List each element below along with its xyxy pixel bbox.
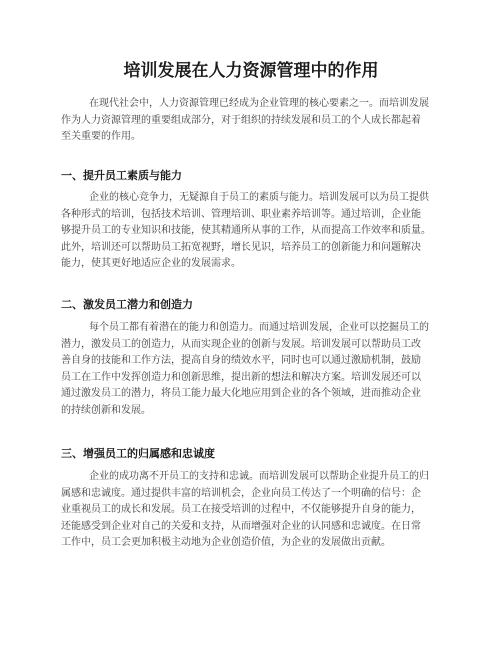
paragraph-line: 业重视员工的成长和发展。员工在接受培训的过程中，不仅能够提升自身的能力， (61, 504, 421, 516)
paragraph-line: 工作中，员工会更加积极主动地为企业创造价值，为企业的发展做出贡献。 (61, 537, 391, 549)
paragraph-line: 通过激发员工的潜力，将员工能力最大化地应用到企业的各个领域，进而推动企业 (61, 388, 421, 400)
paragraph-line: 能力，使其更好地适应企业的发展需求。 (61, 258, 241, 270)
paragraph-line: 的持续创新和发展。 (61, 404, 151, 416)
section-paragraph-2 (61, 320, 445, 420)
paragraph-line: 属感和忠诚度。通过提供丰富的培训机会，企业向员工传达了一个明确的信号：企 (61, 487, 421, 499)
paragraph-line: 够提升员工的专业知识和技能，使其精通所从事的工作，从而提高工作效率和质量。 (61, 225, 431, 237)
paragraph-line: 企业的核心竞争力，无疑源自于员工的素质与能力。培训发展可以为员工提供 (89, 192, 429, 203)
paragraph-line: 作为人力资源管理的重要组成部分，对于组织的持续发展和员工的个人成长都起着 (61, 114, 421, 126)
intro-paragraph (61, 96, 445, 146)
section-heading-3: 三、增强员工的归属感和忠诚度 (61, 447, 215, 460)
paragraph-line: 各种形式的培训，包括技术培训、管理培训、职业素养培训等。通过培训，企业能 (61, 208, 421, 220)
section-heading-1: 一、提升员工素质与能力 (61, 169, 182, 182)
section-heading-2: 二、激发员工潜力和创造力 (61, 298, 193, 311)
page-title: 培训发展在人力资源管理中的作用 (123, 61, 379, 81)
paragraph-line: 在现代社会中，人力资源管理已经成为企业管理的核心要素之一。而培训发展 (89, 98, 429, 109)
paragraph-line: 企业的成功离不开员工的支持和忠诚。而培训发展可以帮助企业提升员工的归 (89, 471, 429, 482)
section-paragraph-1 (61, 190, 445, 273)
paragraph-line: 员工在工作中发挥创造力和创新思维，提出新的想法和解决方案。培训发展还可以 (61, 371, 421, 383)
paragraph-line: 善自身的技能和工作方法，提高自身的绩效水平，同时也可以通过激励机制，鼓励 (61, 355, 421, 367)
paragraph-line: 还能感受到企业对自己的关爱和支持，从而增强对企业的认同感和忠诚度。在日常 (61, 520, 421, 532)
paragraph-line: 每个员工都有着潜在的能力和创造力。而通过培训发展，企业可以挖掘员工的 (89, 322, 429, 333)
paragraph-line: 至关重要的作用。 (61, 131, 141, 143)
paragraph-line: 此外，培训还可以帮助员工拓宽视野，增长见识，培养员工的创新能力和问题解决 (61, 241, 421, 253)
paragraph-line: 潜力，激发员工的创造力，从而实现企业的创新与发展。培训发展可以帮助员工改 (61, 338, 421, 350)
section-paragraph-3 (61, 469, 445, 552)
